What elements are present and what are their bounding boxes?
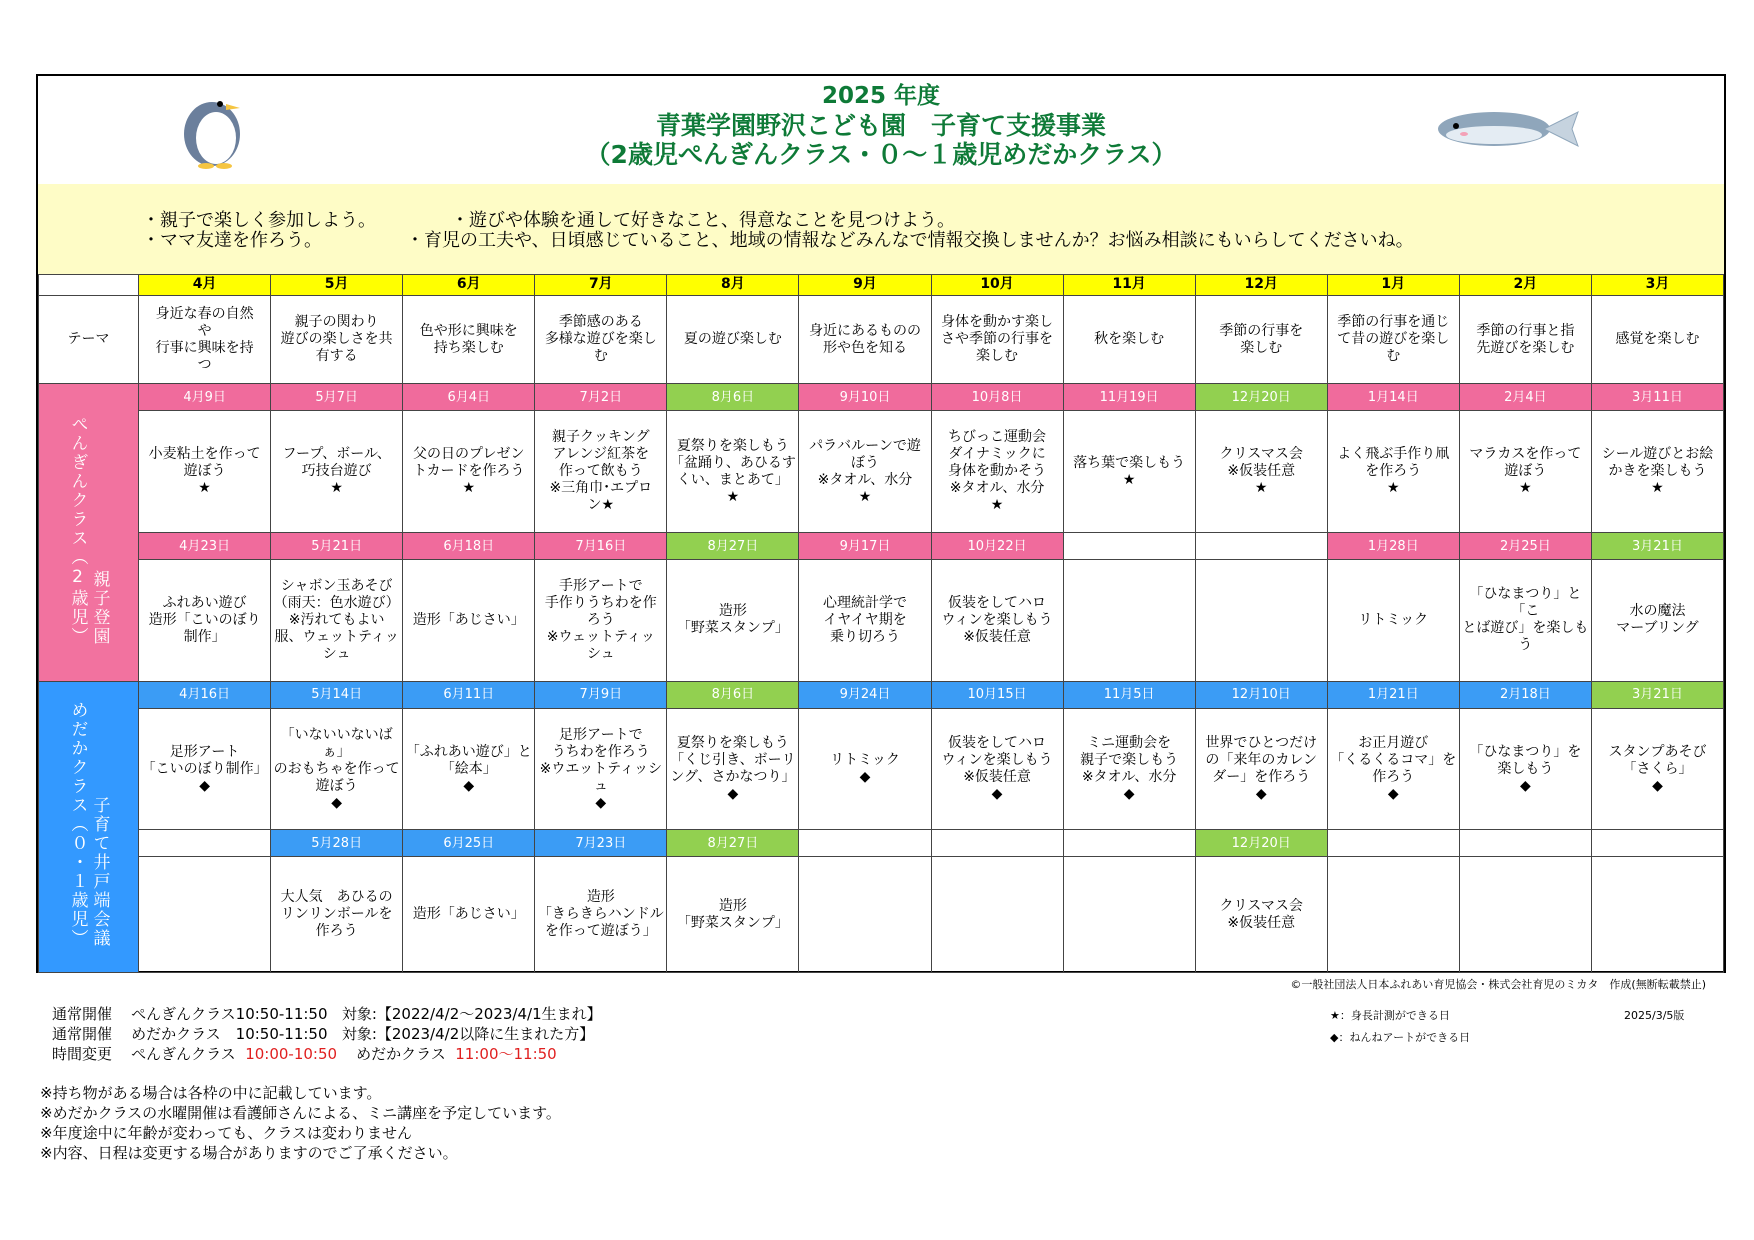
penguin-date-row-2 bbox=[39, 533, 1724, 560]
date-cell: 3月21日 bbox=[1591, 681, 1723, 708]
activity-cell bbox=[139, 857, 271, 973]
date-cell: 4月23日 bbox=[139, 533, 271, 560]
activity-cell: 「ひなまつり」と「こ とば遊び」を楽しも う bbox=[1459, 559, 1591, 681]
month-header: 10月 bbox=[931, 275, 1063, 296]
theme-cell: 季節の行事を 楽しむ bbox=[1195, 295, 1327, 384]
activity-cell: 造形「あじさい」 bbox=[403, 559, 535, 681]
date-cell: 10月22日 bbox=[931, 533, 1063, 560]
version-label: 2025/3/5版 bbox=[1624, 1009, 1685, 1022]
medaka-side-label bbox=[39, 681, 139, 972]
note-1: ※持ち物がある場合は各枠の中に記載しています。 bbox=[40, 1084, 382, 1102]
activity-cell: パラバルーンで遊 ぼう ※タオル、水分 ★ bbox=[799, 411, 931, 533]
month-header: 9月 bbox=[799, 275, 931, 296]
activity-cell bbox=[1063, 857, 1195, 973]
penguin-date-row-1 bbox=[39, 384, 1724, 411]
activity-cell: 水の魔法 マーブリング bbox=[1591, 559, 1723, 681]
medaka-date-row-1 bbox=[39, 681, 1724, 708]
theme-cell: 身体を動かす楽し さや季節の行事を 楽しむ bbox=[931, 295, 1063, 384]
session-type-label: 親子登園 bbox=[89, 570, 110, 647]
activity-cell: 仮装をしてハロ ウィンを楽しもう ※仮装任意 bbox=[931, 559, 1063, 681]
month-header: 6月 bbox=[403, 275, 535, 296]
activity-cell: ちびっこ運動会 ダイナミックに 身体を動かそう ※タオル、水分 ★ bbox=[931, 411, 1063, 533]
date-cell: 9月10日 bbox=[799, 384, 931, 411]
medaka-activity-row-2 bbox=[39, 857, 1724, 973]
goal-1: ・親子で楽しく参加しよう。 bbox=[142, 210, 376, 231]
schedule-target: 対象:【2022/4/2～2023/4/1生まれ】 bbox=[341, 1005, 602, 1023]
activity-cell: クリスマス会 ※仮装任意 bbox=[1195, 857, 1327, 973]
month-header-blank bbox=[39, 275, 139, 296]
date-cell: 11月19日 bbox=[1063, 384, 1195, 411]
copyright: ©一般社団法人日本ふれあい育児協会・株式会社育児のミカタ 作成(無断転載禁止) bbox=[1290, 978, 1706, 991]
date-cell: 5月28日 bbox=[271, 830, 403, 857]
date-cell: 2月4日 bbox=[1459, 384, 1591, 411]
note-3: ※年度途中に年齢が変わっても、クラスは変わりません bbox=[40, 1124, 412, 1142]
date-cell: 4月16日 bbox=[139, 681, 271, 708]
date-cell: 1月14日 bbox=[1327, 384, 1459, 411]
schedule-table bbox=[38, 274, 1724, 973]
class-name-label: ぺんぎんクラス（2歳児） bbox=[67, 415, 88, 647]
header bbox=[38, 76, 1724, 186]
activity-cell: 足形アートで うちわを作ろう ※ウエットティッシュ ◆ bbox=[535, 708, 667, 830]
activity-cell: ふれあい遊び 造形「こいのぼり 制作」 bbox=[139, 559, 271, 681]
activity-cell bbox=[1195, 559, 1327, 681]
theme-cell: 身近な春の自然 や 行事に興味を持 つ bbox=[139, 295, 271, 384]
theme-cell: 身近にあるものの 形や色を知る bbox=[799, 295, 931, 384]
date-cell bbox=[1591, 830, 1723, 857]
schedule-line-1 bbox=[52, 1004, 602, 1024]
activity-cell bbox=[931, 857, 1063, 973]
month-row bbox=[39, 275, 1724, 296]
activity-cell: 夏祭りを楽しもう 「盆踊り、あひるす くい、まとあて」 ★ bbox=[667, 411, 799, 533]
date-cell bbox=[1459, 830, 1591, 857]
penguin-illustration bbox=[168, 82, 258, 172]
date-cell: 8月6日 bbox=[667, 384, 799, 411]
activity-cell: 造形「あじさい」 bbox=[403, 857, 535, 973]
activity-cell: シャボン玉あそび （雨天：色水遊び） ※汚れてもよい 服、ウェットティッ シュ bbox=[271, 559, 403, 681]
date-cell: 11月5日 bbox=[1063, 681, 1195, 708]
activity-cell: 心理統計学で イヤイヤ期を 乗り切ろう bbox=[799, 559, 931, 681]
theme-label: テーマ bbox=[39, 295, 139, 384]
activity-cell: 世界でひとつだけ の「来年のカレン ダー」を作ろう ◆ bbox=[1195, 708, 1327, 830]
activity-cell bbox=[1459, 857, 1591, 973]
schedule-line-2 bbox=[52, 1024, 594, 1044]
theme-cell: 季節の行事を通じ て昔の遊びを楽し む bbox=[1327, 295, 1459, 384]
schedule-time-change: 11:00～11:50 bbox=[455, 1045, 557, 1063]
date-cell: 7月9日 bbox=[535, 681, 667, 708]
goals-section bbox=[38, 184, 1724, 276]
class-name-label: めだかクラス（０・１歳児） bbox=[67, 701, 88, 949]
activity-cell: 親子クッキング アレンジ紅茶を 作って飲もう ※三角巾･エプロ ン★ bbox=[535, 411, 667, 533]
date-cell: 2月25日 bbox=[1459, 533, 1591, 560]
theme-cell: 秋を楽しむ bbox=[1063, 295, 1195, 384]
date-cell bbox=[1063, 830, 1195, 857]
activity-cell: 造形 「野菜スタンプ」 bbox=[667, 857, 799, 973]
header-year: 2025 年度 bbox=[821, 83, 941, 109]
activity-cell: 大人気 あひるの リンリンボールを 作ろう bbox=[271, 857, 403, 973]
activity-cell bbox=[1063, 559, 1195, 681]
date-cell: 7月16日 bbox=[535, 533, 667, 560]
date-cell bbox=[139, 830, 271, 857]
theme-cell: 感覚を楽しむ bbox=[1591, 295, 1723, 384]
activity-cell: シール遊びとお絵 かきを楽しもう ★ bbox=[1591, 411, 1723, 533]
activity-cell bbox=[1327, 857, 1459, 973]
activity-cell: 「いないいないばぁ」 のおもちゃを作って 遊ぼう ◆ bbox=[271, 708, 403, 830]
date-cell: 2月18日 bbox=[1459, 681, 1591, 708]
schedule-class-time: めだかクラス 10:50-11:50 bbox=[131, 1025, 328, 1043]
month-header: 3月 bbox=[1591, 275, 1723, 296]
activity-cell: マラカスを作って 遊ぼう ★ bbox=[1459, 411, 1591, 533]
activity-cell: リトミック bbox=[1327, 559, 1459, 681]
date-cell bbox=[799, 830, 931, 857]
date-cell: 3月21日 bbox=[1591, 533, 1723, 560]
activity-cell: スタンプあそび 「さくら」 ◆ bbox=[1591, 708, 1723, 830]
penguin-side-label bbox=[39, 384, 139, 681]
schedule-label: 通常開催 bbox=[52, 1025, 113, 1043]
date-cell: 6月4日 bbox=[403, 384, 535, 411]
goal-4: ・育児の工夫や、日頃感じていること、地域の情報などみんなで情報交換しませんか？お悩み相談にもいらしてくださいね。 bbox=[406, 230, 1414, 251]
date-cell: 7月23日 bbox=[535, 830, 667, 857]
activity-cell: お正月遊び 「くるくるコマ」を 作ろう ◆ bbox=[1327, 708, 1459, 830]
month-header: 2月 bbox=[1459, 275, 1591, 296]
month-header: 11月 bbox=[1063, 275, 1195, 296]
date-cell bbox=[1195, 533, 1327, 560]
date-cell: 8月27日 bbox=[667, 533, 799, 560]
date-cell bbox=[931, 830, 1063, 857]
schedule-label: 通常開催 bbox=[52, 1005, 113, 1023]
date-cell: 5月7日 bbox=[271, 384, 403, 411]
penguin-activity-row-2 bbox=[39, 559, 1724, 681]
activity-cell: 「ひなまつり」を 楽しもう ◆ bbox=[1459, 708, 1591, 830]
activity-cell: 「ふれあい遊び」と 「絵本」 ◆ bbox=[403, 708, 535, 830]
header-title: 青葉学園野沢こども園 子育て支援事業 bbox=[655, 111, 1106, 140]
penguin-activity-row-1 bbox=[39, 411, 1724, 533]
date-cell: 12月20日 bbox=[1195, 384, 1327, 411]
activity-cell: 父の日のプレゼン トカードを作ろう ★ bbox=[403, 411, 535, 533]
month-header: 5月 bbox=[271, 275, 403, 296]
goal-2: ・遊びや体験を通して好きなこと、得意なことを見つけよう。 bbox=[451, 210, 955, 231]
date-cell: 8月6日 bbox=[667, 681, 799, 708]
date-cell: 1月21日 bbox=[1327, 681, 1459, 708]
theme-cell: 季節の行事と指 先遊びを楽しむ bbox=[1459, 295, 1591, 384]
month-header: 4月 bbox=[139, 275, 271, 296]
date-cell: 1月28日 bbox=[1327, 533, 1459, 560]
date-cell: 8月27日 bbox=[667, 830, 799, 857]
date-cell: 5月21日 bbox=[271, 533, 403, 560]
activity-cell: ミニ運動会を 親子で楽しもう ※タオル、水分 ◆ bbox=[1063, 708, 1195, 830]
theme-cell: 夏の遊び楽しむ bbox=[667, 295, 799, 384]
activity-cell: 落ち葉で楽しもう ★ bbox=[1063, 411, 1195, 533]
fish-illustration bbox=[1432, 104, 1582, 154]
schedule-time-change: 10:00-10:50 bbox=[245, 1045, 338, 1063]
note-2: ※めだかクラスの水曜開催は看護師さんによる、ミニ講座を予定しています。 bbox=[40, 1104, 561, 1122]
medaka-activity-row-1 bbox=[39, 708, 1724, 830]
date-cell: 12月10日 bbox=[1195, 681, 1327, 708]
date-cell: 6月11日 bbox=[403, 681, 535, 708]
month-header: 12月 bbox=[1195, 275, 1327, 296]
schedule-label: 時間変更 bbox=[52, 1045, 113, 1063]
activity-cell: 足形アート 「こいのぼり制作」 ◆ bbox=[139, 708, 271, 830]
schedule-target: 対象:【2023/4/2以降に生まれた方】 bbox=[341, 1025, 595, 1043]
schedule-class: ぺんぎんクラス bbox=[131, 1045, 236, 1063]
activity-cell bbox=[799, 857, 931, 973]
legend-diamond: ◆：ねんねアートができる日 bbox=[1330, 1031, 1471, 1044]
date-cell: 7月2日 bbox=[535, 384, 667, 411]
date-cell: 4月9日 bbox=[139, 384, 271, 411]
theme-row bbox=[39, 295, 1724, 384]
date-cell: 9月17日 bbox=[799, 533, 931, 560]
date-cell bbox=[1063, 533, 1195, 560]
activity-cell bbox=[1591, 857, 1723, 973]
activity-cell: 仮装をしてハロ ウィンを楽しもう ※仮装任意 ◆ bbox=[931, 708, 1063, 830]
activity-cell: フープ、ボール、 巧技台遊び ★ bbox=[271, 411, 403, 533]
date-cell: 9月24日 bbox=[799, 681, 931, 708]
schedule-class: めだかクラス bbox=[356, 1045, 446, 1063]
schedule-line-3 bbox=[52, 1044, 557, 1064]
activity-cell: 造形 「きらきらハンドル を作って遊ぼう」 bbox=[535, 857, 667, 973]
date-cell: 12月20日 bbox=[1195, 830, 1327, 857]
session-type-label: 子育て井戸端会議 bbox=[89, 796, 110, 949]
date-cell: 6月25日 bbox=[403, 830, 535, 857]
date-cell: 3月11日 bbox=[1591, 384, 1723, 411]
date-cell: 5月14日 bbox=[271, 681, 403, 708]
month-header: 7月 bbox=[535, 275, 667, 296]
theme-cell: 色や形に興味を 持ち楽しむ bbox=[403, 295, 535, 384]
schedule-class-time: ぺんぎんクラス10:50-11:50 bbox=[131, 1005, 328, 1023]
activity-cell: 夏祭りを楽しもう 「くじ引き、ボーリ ング、さかなつり」 ◆ bbox=[667, 708, 799, 830]
header-subtitle: （2歳児ぺんぎんクラス・０～１歳児めだかクラス） bbox=[585, 140, 1177, 169]
activity-cell: リトミック ◆ bbox=[799, 708, 931, 830]
activity-cell: 手形アートで 手作りうちわを作 ろう ※ウェットティッ シュ bbox=[535, 559, 667, 681]
medaka-date-row-2 bbox=[39, 830, 1724, 857]
theme-cell: 親子の関わり 遊びの楽しさを共 有する bbox=[271, 295, 403, 384]
schedule-frame bbox=[36, 74, 1726, 973]
date-cell: 10月8日 bbox=[931, 384, 1063, 411]
activity-cell: 小麦粘土を作って 遊ぼう ★ bbox=[139, 411, 271, 533]
month-header: 1月 bbox=[1327, 275, 1459, 296]
theme-cell: 季節感のある 多様な遊びを楽し む bbox=[535, 295, 667, 384]
legend-star: ★：身長計測ができる日 bbox=[1330, 1009, 1450, 1022]
month-header: 8月 bbox=[667, 275, 799, 296]
date-cell: 10月15日 bbox=[931, 681, 1063, 708]
goal-3: ・ママ友達を作ろう。 bbox=[142, 230, 322, 251]
date-cell: 6月18日 bbox=[403, 533, 535, 560]
activity-cell: 造形 「野菜スタンプ」 bbox=[667, 559, 799, 681]
date-cell bbox=[1327, 830, 1459, 857]
note-4: ※内容、日程は変更する場合がありますのでご了承ください。 bbox=[40, 1144, 458, 1162]
activity-cell: よく飛ぶ手作り凧 を作ろう ★ bbox=[1327, 411, 1459, 533]
activity-cell: クリスマス会 ※仮装任意 ★ bbox=[1195, 411, 1327, 533]
